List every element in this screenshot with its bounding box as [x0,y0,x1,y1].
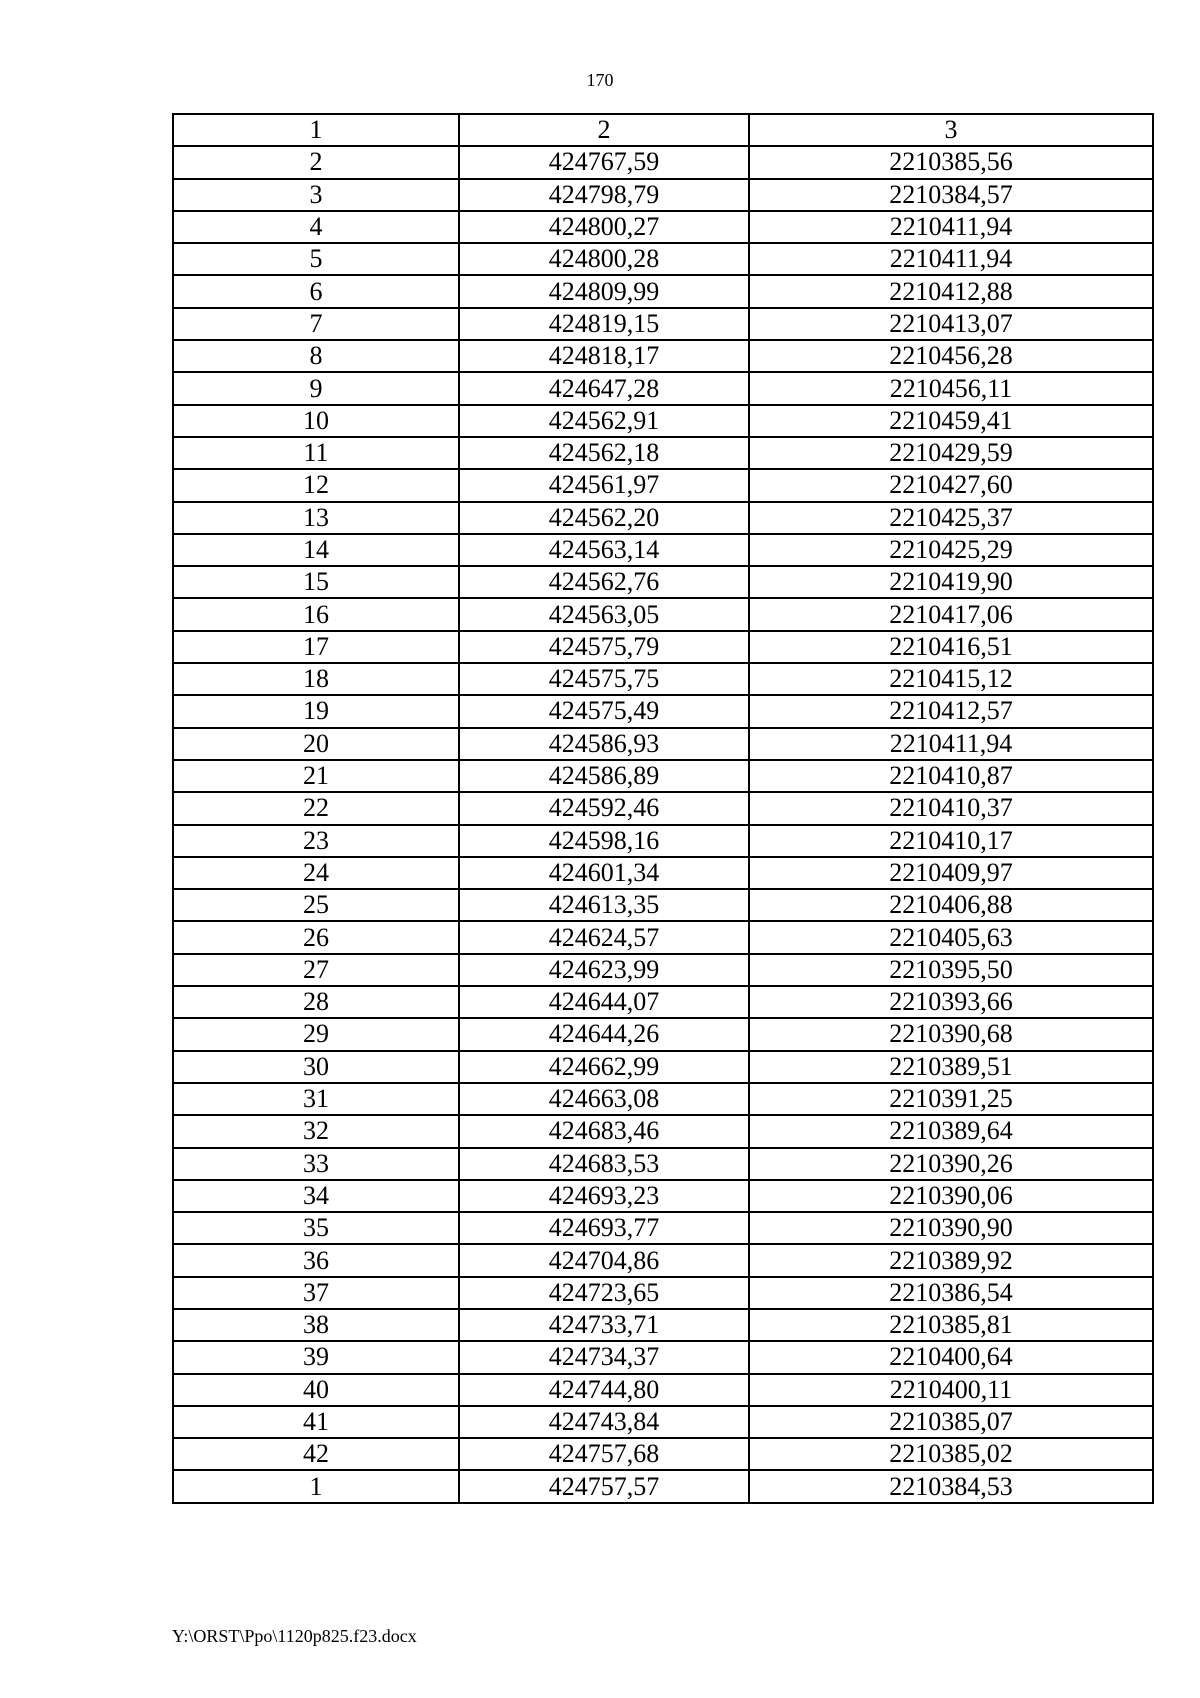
point-number-cell: 41 [173,1406,459,1438]
y-coordinate-cell: 2210384,57 [749,179,1153,211]
table-row [173,1341,1153,1373]
table-row [173,211,1153,243]
table-row [173,437,1153,469]
y-coordinate-cell: 2210410,17 [749,825,1153,857]
y-coordinate-cell: 2210456,11 [749,372,1153,404]
table-row [173,792,1153,824]
y-coordinate-cell: 2210400,64 [749,1341,1153,1373]
point-number-cell: 22 [173,792,459,824]
point-number-cell: 14 [173,534,459,566]
y-coordinate-cell: 2210411,94 [749,728,1153,760]
y-coordinate-cell: 2210425,37 [749,502,1153,534]
table-row [173,275,1153,307]
footer-file-path: Y:\ORST\Ppo\1120p825.f23.docx [172,1626,417,1646]
point-number-cell: 18 [173,663,459,695]
page-number: 170 [586,70,614,90]
point-number-cell: 13 [173,502,459,534]
x-coordinate-cell: 424744,80 [459,1374,749,1406]
x-coordinate-cell: 424586,89 [459,760,749,792]
y-coordinate-cell: 2210410,87 [749,760,1153,792]
y-coordinate-cell: 2210412,88 [749,275,1153,307]
y-coordinate-cell: 2210459,41 [749,405,1153,437]
x-coordinate-cell: 424800,28 [459,243,749,275]
x-coordinate-cell: 424757,68 [459,1438,749,1470]
y-coordinate-cell: 2210400,11 [749,1374,1153,1406]
x-coordinate-cell: 424683,53 [459,1148,749,1180]
point-number-cell: 36 [173,1244,459,1276]
point-number-cell: 3 [173,179,459,211]
table-row [173,663,1153,695]
x-coordinate-cell: 424563,05 [459,598,749,630]
x-coordinate-cell: 424613,35 [459,889,749,921]
x-coordinate-cell: 424624,57 [459,921,749,953]
x-coordinate-cell: 424757,57 [459,1470,749,1502]
table-row [173,889,1153,921]
x-coordinate-cell: 424647,28 [459,372,749,404]
x-coordinate-cell: 424623,99 [459,954,749,986]
point-number-cell: 39 [173,1341,459,1373]
table-row [173,502,1153,534]
point-number-cell: 31 [173,1083,459,1115]
table-row [173,1212,1153,1244]
y-coordinate-cell: 2210390,06 [749,1180,1153,1212]
point-number-cell: 20 [173,728,459,760]
y-coordinate-cell: 2210417,06 [749,598,1153,630]
y-coordinate-cell: 2210410,37 [749,792,1153,824]
point-number-cell: 25 [173,889,459,921]
table-row [173,954,1153,986]
point-number-cell: 12 [173,469,459,501]
point-number-cell: 8 [173,340,459,372]
table-row [173,728,1153,760]
x-coordinate-cell: 424767,59 [459,146,749,178]
y-coordinate-cell: 2210389,92 [749,1244,1153,1276]
x-coordinate-cell: 424598,16 [459,825,749,857]
table-row [173,566,1153,598]
point-number-cell: 19 [173,695,459,727]
table-row [173,1148,1153,1180]
table-row [173,1406,1153,1438]
point-number-cell: 35 [173,1212,459,1244]
point-number-cell: 1 [173,1470,459,1502]
point-number-cell: 42 [173,1438,459,1470]
y-coordinate-cell: 2210405,63 [749,921,1153,953]
y-coordinate-cell: 2210411,94 [749,243,1153,275]
y-coordinate-cell: 2210385,02 [749,1438,1153,1470]
point-number-cell: 4 [173,211,459,243]
x-coordinate-cell: 424561,97 [459,469,749,501]
y-coordinate-cell: 2210385,07 [749,1406,1153,1438]
table-row [173,921,1153,953]
table-row [173,1051,1153,1083]
x-coordinate-cell: 424575,75 [459,663,749,695]
y-coordinate-cell: 2210416,51 [749,631,1153,663]
point-number-cell: 38 [173,1309,459,1341]
y-coordinate-cell: 2210389,51 [749,1051,1153,1083]
y-coordinate-cell: 2210390,68 [749,1018,1153,1050]
y-coordinate-cell: 2210385,81 [749,1309,1153,1341]
point-number-cell: 37 [173,1277,459,1309]
x-coordinate-cell: 424800,27 [459,211,749,243]
point-number-cell: 27 [173,954,459,986]
table-row [173,1244,1153,1276]
point-number-cell: 15 [173,566,459,598]
point-number-cell: 26 [173,921,459,953]
y-coordinate-cell: 2210429,59 [749,437,1153,469]
x-coordinate-cell: 424693,77 [459,1212,749,1244]
point-number-cell: 32 [173,1115,459,1147]
x-coordinate-cell: 424683,46 [459,1115,749,1147]
table-row [173,1115,1153,1147]
y-coordinate-cell: 2210395,50 [749,954,1153,986]
point-number-cell: 24 [173,857,459,889]
table-row [173,469,1153,501]
table-row [173,1277,1153,1309]
x-coordinate-cell: 424562,18 [459,437,749,469]
column-header-3: 3 [749,114,1153,146]
coordinates-table [172,113,1154,1504]
y-coordinate-cell: 2210390,90 [749,1212,1153,1244]
column-header-1: 1 [173,114,459,146]
y-coordinate-cell: 2210456,28 [749,340,1153,372]
table-row [173,1470,1153,1502]
table-row [173,598,1153,630]
table-header-row [173,114,1153,146]
x-coordinate-cell: 424818,17 [459,340,749,372]
coordinates-table-body [173,114,1153,1503]
y-coordinate-cell: 2210385,56 [749,146,1153,178]
point-number-cell: 21 [173,760,459,792]
point-number-cell: 16 [173,598,459,630]
point-number-cell: 7 [173,308,459,340]
x-coordinate-cell: 424693,23 [459,1180,749,1212]
y-coordinate-cell: 2210406,88 [749,889,1153,921]
table-row [173,372,1153,404]
y-coordinate-cell: 2210415,12 [749,663,1153,695]
x-coordinate-cell: 424644,07 [459,986,749,1018]
x-coordinate-cell: 424663,08 [459,1083,749,1115]
point-number-cell: 29 [173,1018,459,1050]
point-number-cell: 28 [173,986,459,1018]
point-number-cell: 23 [173,825,459,857]
table-row [173,986,1153,1018]
x-coordinate-cell: 424601,34 [459,857,749,889]
x-coordinate-cell: 424723,65 [459,1277,749,1309]
x-coordinate-cell: 424743,84 [459,1406,749,1438]
x-coordinate-cell: 424734,37 [459,1341,749,1373]
table-row [173,1309,1153,1341]
table-row [173,857,1153,889]
table-row [173,534,1153,566]
table-row [173,1018,1153,1050]
x-coordinate-cell: 424644,26 [459,1018,749,1050]
x-coordinate-cell: 424563,14 [459,534,749,566]
x-coordinate-cell: 424819,15 [459,308,749,340]
table-row [173,308,1153,340]
y-coordinate-cell: 2210419,90 [749,566,1153,598]
y-coordinate-cell: 2210390,26 [749,1148,1153,1180]
x-coordinate-cell: 424704,86 [459,1244,749,1276]
table-row [173,825,1153,857]
table-row [173,243,1153,275]
point-number-cell: 11 [173,437,459,469]
y-coordinate-cell: 2210413,07 [749,308,1153,340]
point-number-cell: 17 [173,631,459,663]
table-row [173,760,1153,792]
table-row [173,1438,1153,1470]
x-coordinate-cell: 424586,93 [459,728,749,760]
table-row [173,631,1153,663]
x-coordinate-cell: 424798,79 [459,179,749,211]
y-coordinate-cell: 2210389,64 [749,1115,1153,1147]
point-number-cell: 34 [173,1180,459,1212]
table-row [173,1374,1153,1406]
point-number-cell: 40 [173,1374,459,1406]
x-coordinate-cell: 424809,99 [459,275,749,307]
point-number-cell: 30 [173,1051,459,1083]
point-number-cell: 10 [173,405,459,437]
table-row [173,1083,1153,1115]
y-coordinate-cell: 2210427,60 [749,469,1153,501]
point-number-cell: 9 [173,372,459,404]
table-row [173,1180,1153,1212]
y-coordinate-cell: 2210425,29 [749,534,1153,566]
table-row [173,405,1153,437]
table-row [173,340,1153,372]
x-coordinate-cell: 424575,79 [459,631,749,663]
x-coordinate-cell: 424562,20 [459,502,749,534]
y-coordinate-cell: 2210391,25 [749,1083,1153,1115]
point-number-cell: 2 [173,146,459,178]
table-row [173,695,1153,727]
y-coordinate-cell: 2210384,53 [749,1470,1153,1502]
x-coordinate-cell: 424733,71 [459,1309,749,1341]
y-coordinate-cell: 2210411,94 [749,211,1153,243]
table-row [173,146,1153,178]
x-coordinate-cell: 424575,49 [459,695,749,727]
column-header-2: 2 [459,114,749,146]
y-coordinate-cell: 2210412,57 [749,695,1153,727]
x-coordinate-cell: 424662,99 [459,1051,749,1083]
y-coordinate-cell: 2210393,66 [749,986,1153,1018]
y-coordinate-cell: 2210409,97 [749,857,1153,889]
y-coordinate-cell: 2210386,54 [749,1277,1153,1309]
x-coordinate-cell: 424562,76 [459,566,749,598]
point-number-cell: 33 [173,1148,459,1180]
table-row [173,179,1153,211]
point-number-cell: 5 [173,243,459,275]
point-number-cell: 6 [173,275,459,307]
x-coordinate-cell: 424562,91 [459,405,749,437]
x-coordinate-cell: 424592,46 [459,792,749,824]
